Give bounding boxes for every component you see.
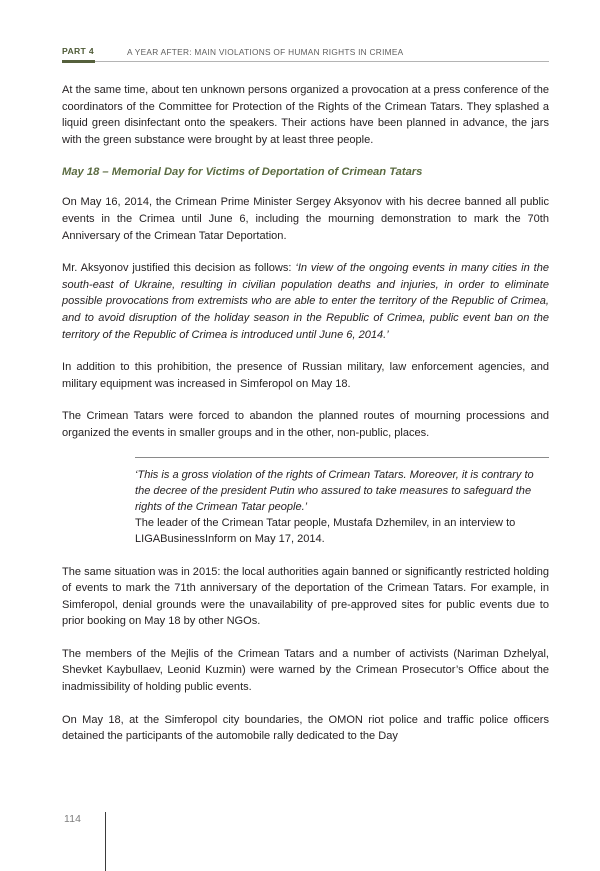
paragraph-press-conference: At the same time, about ten unknown persons organized a provocation at a press conference of the coordinators of the Committee for Protection of the Rights of the Crimean Tatars. They splashed a liquid green disinfectant onto the speakers. Their actions have been planned in advance, the jars with the green substance were brought by at least three people. (62, 84, 549, 146)
section-heading-may-18: May 18 – Memorial Day for Victims of Deportation of Crimean Tatars (62, 166, 423, 179)
pull-quote-text: ‘This is a gross violation of the rights of Crimean Tatars. Moreover, it is contrary to the decree of the president Putin who assured to take measures to safeguard the rights of the Crimean Tatar people.’ (135, 468, 534, 513)
running-header (62, 46, 549, 68)
paragraph-2015-restrictions: The same situation was in 2015: the local authorities again banned or significantly restricted holding of events to mark the 71th anniversary of the deportation of the Crimean Tatars. For example, in Simferopol, denial grounds were the unavailability of pre-approved sites for public events due to prior booking on May 18 by other NGOs. (62, 565, 549, 628)
justification-lead-in: Mr. Aksyonov justified this decision as follows: (62, 262, 296, 275)
justification-quoted-text: ‘In view of the ongoing events in many cities in the south-east of Ukraine, resulting in civilian population deaths and injuries, in order to eliminate possible provocations from extremists who are able to enter the territory of the Republic of Crimea, and to avoid disruption of the holiday season in the Republic of Crimea, public event ban on the territory of the Republic of Crimea is introduced until June 6, 2014.’ (62, 262, 549, 341)
footer-edge-rule (105, 812, 106, 871)
pull-quote-divider (135, 457, 549, 458)
paragraph-omon-detentions: On May 18, at the Simferopol city boundaries, the OMON riot police and traffic police officers detained the participants of the automobile rally dedicated to the Day (62, 713, 549, 743)
paragraph-mejlis-warnings: The members of the Mejlis of the Crimean Tatars and a number of activists (Nariman Dzhelyal, Shevket Kaybullaev, Leonid Kuzmin) were warned by the Crimean Prosecutor’s Office about the inadmissibility of holding public events. (62, 647, 549, 694)
paragraph-mourning-processions: The Crimean Tatars were forced to abandon the planned routes of mourning processions and organized the events in smaller groups and in the other, non-public, places. (62, 410, 549, 439)
pull-quote-block (62, 457, 549, 548)
header-divider-accent (62, 60, 95, 63)
pull-quote-attribution: The leader of the Crimean Tatar people, Mustafa Dzhemilev, in an interview to LIGABusinessInform on May 17, 2014. (135, 517, 516, 546)
header-part-label: PART 4 (62, 46, 95, 56)
page-number: 114 (64, 814, 82, 825)
header-divider (62, 61, 549, 62)
paragraph-aksyonov-justification (62, 260, 549, 343)
paragraph-aksyonov-decree: On May 16, 2014, the Crimean Prime Minister Sergey Aksyonov with his decree banned all public events in the Crimea until June 6, including the mourning demonstration to mark the 70th Anniversary of the Crimean Tatar Deportation. (62, 196, 549, 242)
paragraph-military-presence: In addition to this prohibition, the presence of Russian military, law enforcement agencies, and military equipment was increased in Simferopol on May 18. (62, 361, 549, 390)
page-body (62, 82, 549, 745)
header-running-title: A YEAR AFTER: MAIN VIOLATIONS OF HUMAN RIGHTS IN CRIMEA (127, 46, 404, 57)
